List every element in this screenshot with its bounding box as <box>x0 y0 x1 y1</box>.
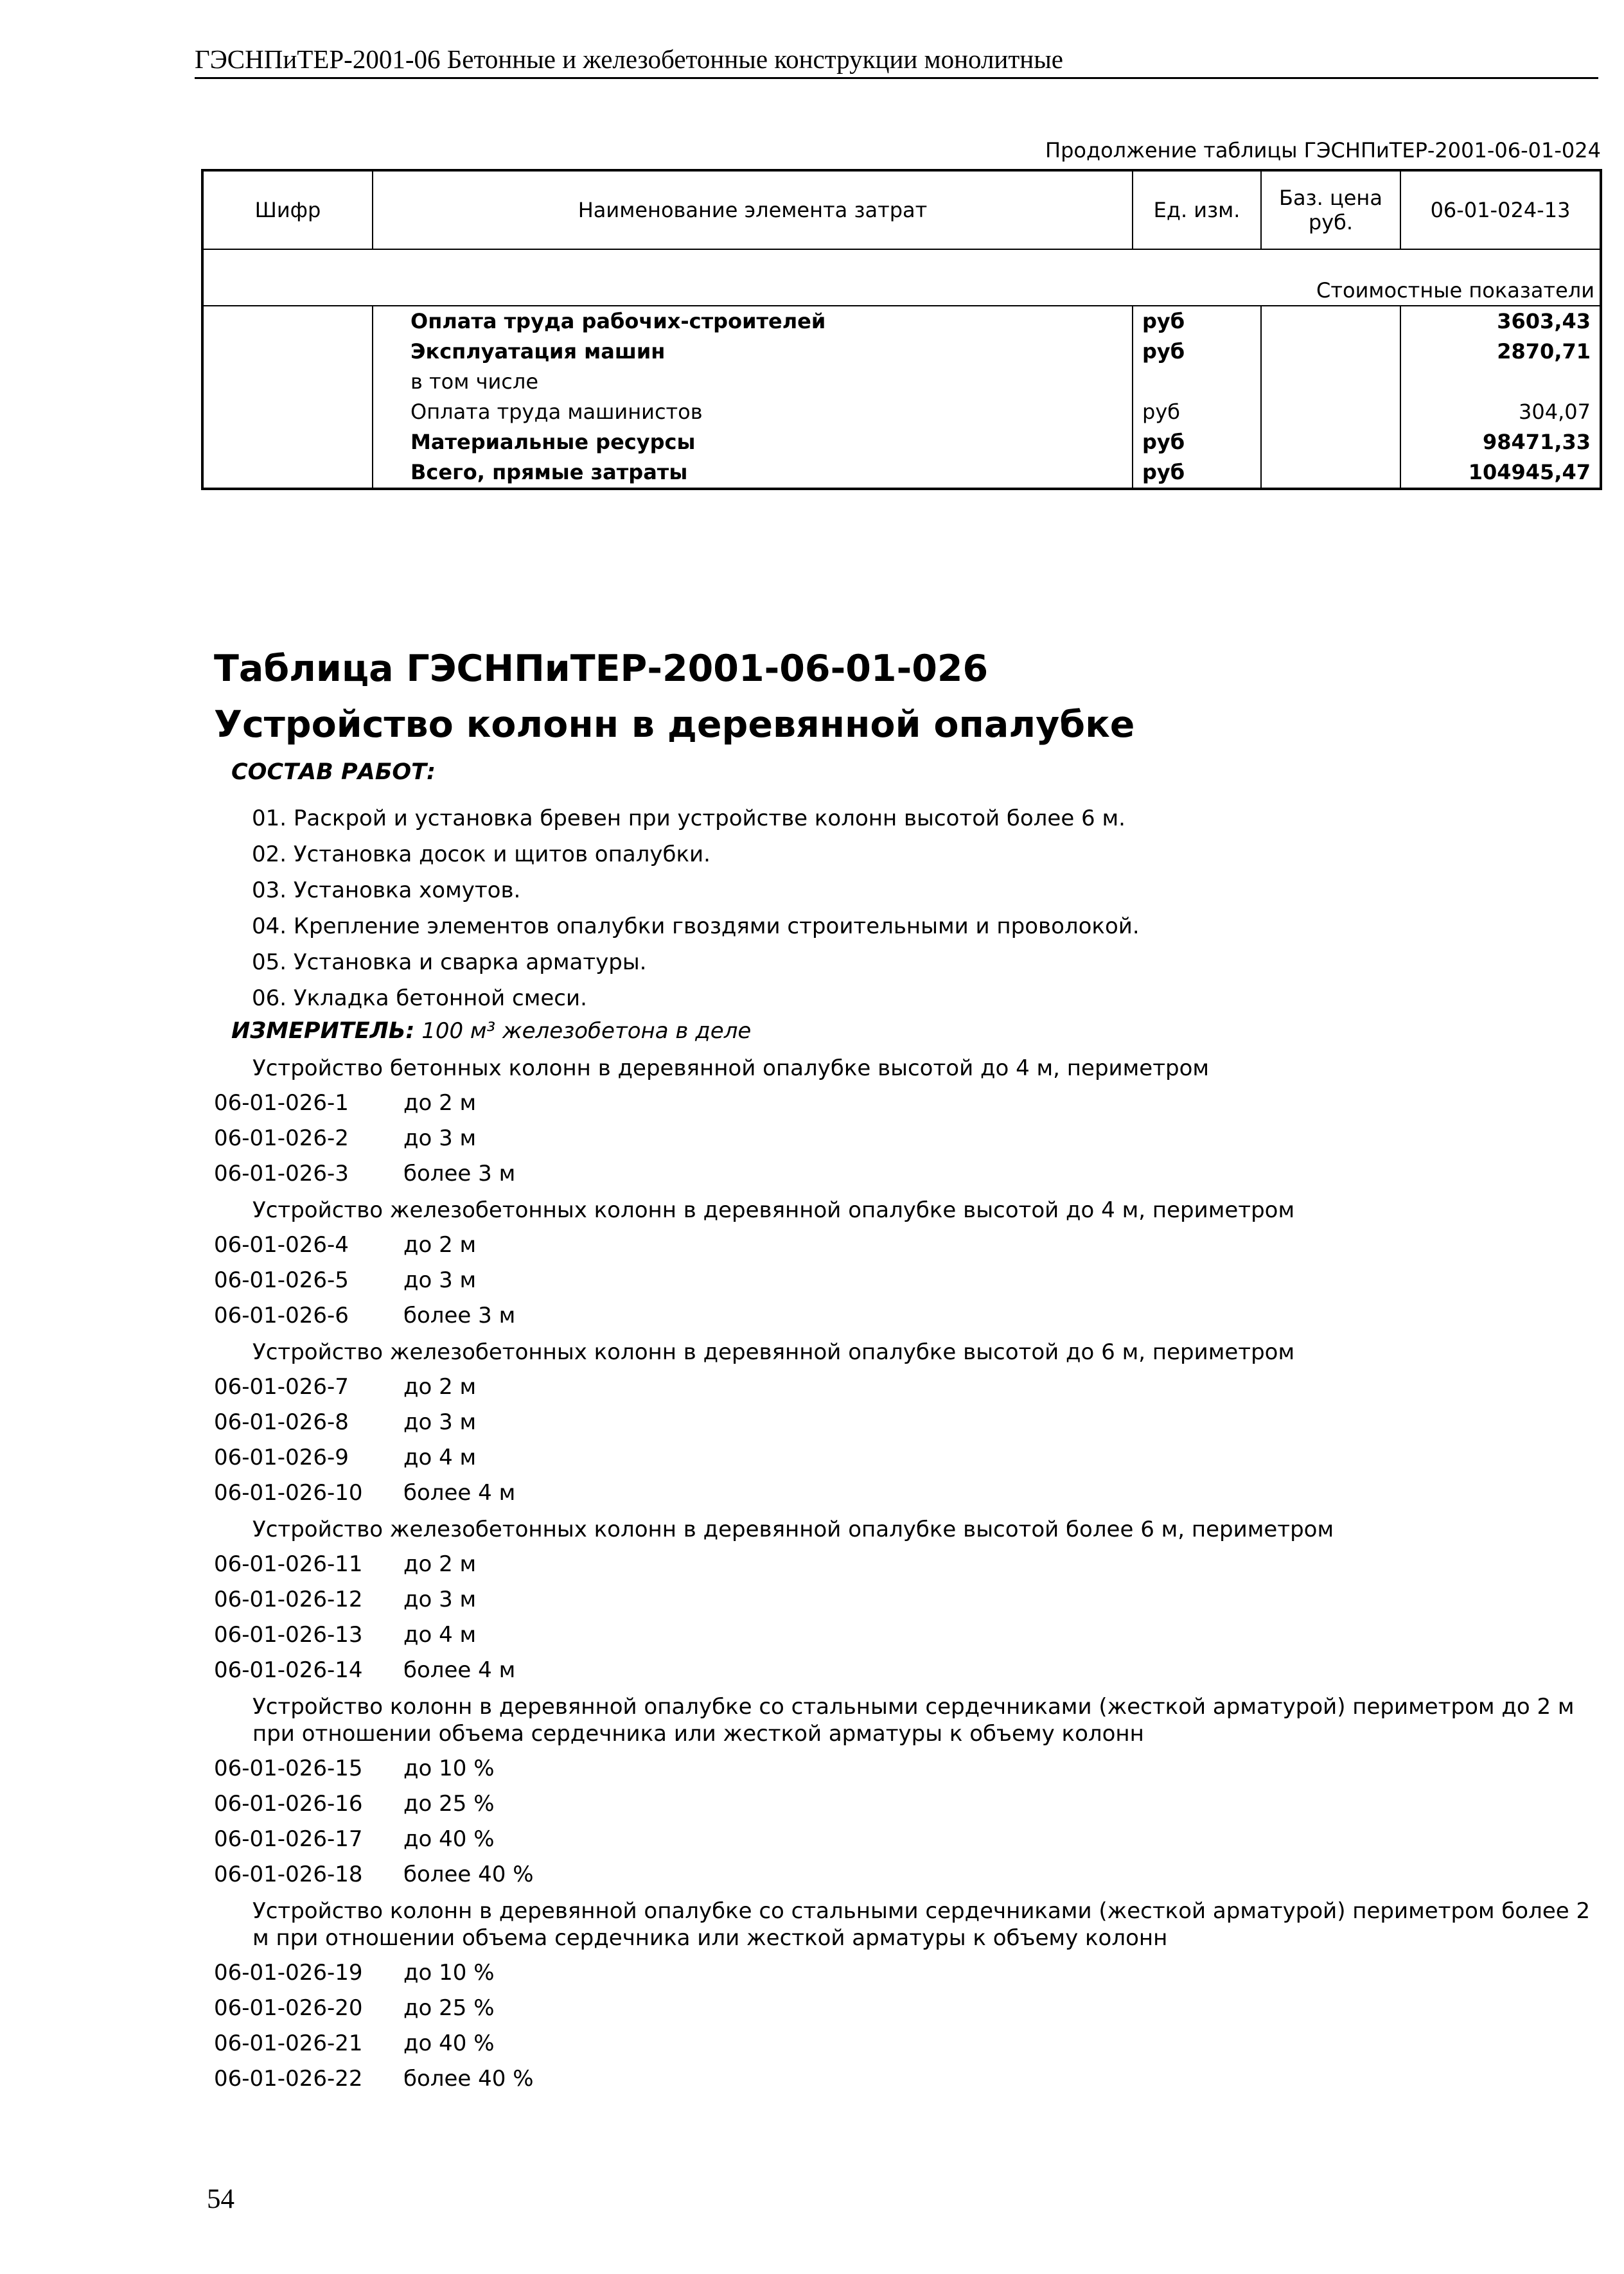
cost-cell-unit <box>1133 367 1261 397</box>
cost-cell-unit: руб <box>1133 337 1261 367</box>
cost-row <box>202 427 1601 457</box>
item-code: 06-01-026-2 <box>214 1125 349 1151</box>
item-code: 06-01-026-21 <box>214 2031 363 2056</box>
col-header-base-price: Баз. цена руб. <box>1261 170 1400 249</box>
item-text: до 3 м <box>403 1125 477 1151</box>
cost-table-header <box>202 170 1601 249</box>
cost-cell-base-price <box>1261 457 1400 489</box>
item-text: более 40 % <box>403 1862 534 1887</box>
item-group-description: Устройство железобетонных колонн в деревянной опалубке высотой более 6 м, периметром <box>252 1517 1334 1542</box>
item-code: 06-01-026-11 <box>214 1551 363 1577</box>
cost-cell-base-price <box>1261 427 1400 457</box>
cost-cell-code <box>202 427 373 457</box>
cost-cell-value: 2870,71 <box>1400 337 1601 367</box>
continuation-caption: Продолжение таблицы ГЭСНПиТЕР-2001-06-01-024 <box>1045 138 1601 163</box>
cost-row <box>202 306 1601 337</box>
list-item <box>214 1617 1602 1653</box>
work-item: 06. Укладка бетонной смеси. <box>252 985 587 1011</box>
item-code: 06-01-026-3 <box>214 1161 349 1186</box>
item-text: до 25 % <box>403 1995 495 2021</box>
item-group-description: Устройство бетонных колонн в деревянной опалубке высотой до 4 м, периметром <box>252 1055 1210 1081</box>
item-text: более 4 м <box>403 1480 516 1506</box>
item-text: до 2 м <box>403 1551 477 1577</box>
list-item <box>214 1857 1602 1892</box>
cost-cell-base-price <box>1261 367 1400 397</box>
item-group <box>214 1688 1602 1892</box>
item-code: 06-01-026-9 <box>214 1445 349 1470</box>
table-subtitle: Устройство колонн в деревянной опалубке <box>214 703 1135 746</box>
item-code: 06-01-026-22 <box>214 2066 363 2092</box>
item-group-description: Устройство железобетонных колонн в деревянной опалубке высотой до 6 м, периметром <box>252 1339 1295 1365</box>
col-header-item-code: 06-01-024-13 <box>1400 170 1601 249</box>
cost-cell-base-price <box>1261 397 1400 427</box>
item-text: до 3 м <box>403 1267 477 1293</box>
item-text: до 3 м <box>403 1587 477 1612</box>
works-list <box>252 800 1140 1016</box>
list-item <box>214 1582 1602 1617</box>
item-text: до 10 % <box>403 1756 495 1781</box>
item-group <box>214 1892 1602 2097</box>
item-text: до 3 м <box>403 1409 477 1435</box>
item-text: до 2 м <box>403 1090 477 1116</box>
list-item <box>214 1991 1602 2026</box>
item-code: 06-01-026-16 <box>214 1791 363 1817</box>
cost-cell-unit: руб <box>1133 427 1261 457</box>
item-code: 06-01-026-20 <box>214 1995 363 2021</box>
cost-cell-base-price <box>1261 306 1400 337</box>
cost-cell-value: 3603,43 <box>1400 306 1601 337</box>
list-item <box>214 1263 1602 1298</box>
list-item <box>214 1086 1602 1121</box>
measurer-value: 100 м³ железобетона в деле <box>421 1018 752 1044</box>
item-group <box>214 1511 1602 1688</box>
cost-cell-code <box>202 337 373 367</box>
list-item <box>214 1121 1602 1156</box>
item-text: до 4 м <box>403 1445 477 1470</box>
item-code: 06-01-026-13 <box>214 1622 363 1648</box>
item-text: до 40 % <box>403 1826 495 1852</box>
item-text: более 4 м <box>403 1657 516 1683</box>
cost-row <box>202 337 1601 367</box>
item-code: 06-01-026-19 <box>214 1960 363 1986</box>
cost-group-row <box>202 249 1601 306</box>
item-group-description: Устройство колонн в деревянной опалубке со стальными сердечниками (жесткой арматурой) периметром до 2 м при отношении объема сердечника или жесткой арматуры к объему колонн <box>252 1694 1575 1747</box>
work-item: 02. Установка досок и щитов опалубки. <box>252 842 710 867</box>
measurer <box>231 1015 751 1047</box>
cost-cell-name: Материальные ресурсы <box>373 427 1133 457</box>
cost-cell-code <box>202 306 373 337</box>
cost-row <box>202 367 1601 397</box>
item-group <box>214 1192 1602 1334</box>
item-code: 06-01-026-7 <box>214 1374 349 1400</box>
work-item: 04. Крепление элементов опалубки гвоздями строительными и проволокой. <box>252 913 1140 939</box>
cost-cell-name: в том числе <box>373 367 1133 397</box>
item-text: до 4 м <box>403 1622 477 1648</box>
cost-cell-code <box>202 457 373 489</box>
table-title: Таблица ГЭСНПиТЕР-2001-06-01-026 <box>214 648 989 690</box>
cost-cell-code <box>202 367 373 397</box>
item-code: 06-01-026-4 <box>214 1232 349 1258</box>
item-text: до 40 % <box>403 2031 495 2056</box>
item-text: до 25 % <box>403 1791 495 1817</box>
item-code: 06-01-026-15 <box>214 1756 363 1781</box>
page-number: 54 <box>207 2184 234 2214</box>
cost-group-label: Стоимостные показатели <box>202 249 1601 306</box>
work-item: 03. Установка хомутов. <box>252 877 521 903</box>
item-group-description: Устройство колонн в деревянной опалубке со стальными сердечниками (жесткой арматурой) периметром более 2 м при отношении объема сердечника или жесткой арматуры к объему колонн <box>252 1898 1591 1951</box>
cost-row <box>202 397 1601 427</box>
item-text: до 10 % <box>403 1960 495 1986</box>
cost-cell-unit: руб <box>1133 397 1261 427</box>
list-item <box>214 1786 1602 1822</box>
list-item <box>214 1156 1602 1192</box>
item-code: 06-01-026-10 <box>214 1480 363 1506</box>
item-text: более 3 м <box>403 1161 516 1186</box>
work-item: 01. Раскрой и установка бревен при устройстве колонн высотой более 6 м. <box>252 806 1125 831</box>
list-item <box>214 1298 1602 1334</box>
col-header-code: Шифр <box>202 170 373 249</box>
item-code: 06-01-026-18 <box>214 1862 363 1887</box>
list-item <box>214 1653 1602 1688</box>
cost-cell-name: Эксплуатация машин <box>373 337 1133 367</box>
work-item: 05. Установка и сварка арматуры. <box>252 949 647 975</box>
item-groups <box>214 1050 1602 2097</box>
item-text: до 2 м <box>403 1232 477 1258</box>
cost-cell-value <box>1400 367 1601 397</box>
item-code: 06-01-026-1 <box>214 1090 349 1116</box>
list-item <box>214 2061 1602 2097</box>
item-text: более 3 м <box>403 1303 516 1328</box>
list-item <box>214 1405 1602 1440</box>
list-item <box>214 1440 1602 1476</box>
list-item <box>214 1547 1602 1582</box>
item-code: 06-01-026-5 <box>214 1267 349 1293</box>
item-code: 06-01-026-12 <box>214 1587 363 1612</box>
item-text: до 2 м <box>403 1374 477 1400</box>
col-header-unit: Ед. изм. <box>1133 170 1261 249</box>
cost-cell-base-price <box>1261 337 1400 367</box>
cost-cell-value: 98471,33 <box>1400 427 1601 457</box>
item-group <box>214 1050 1602 1192</box>
cost-row <box>202 457 1601 489</box>
list-item <box>214 1228 1602 1263</box>
item-code: 06-01-026-14 <box>214 1657 363 1683</box>
item-code: 06-01-026-17 <box>214 1826 363 1852</box>
list-item <box>214 1370 1602 1405</box>
list-item <box>214 2026 1602 2061</box>
cost-cell-name: Оплата труда рабочих-строителей <box>373 306 1133 337</box>
item-group-description: Устройство железобетонных колонн в деревянной опалубке высотой до 4 м, периметром <box>252 1197 1295 1223</box>
list-item <box>214 1822 1602 1857</box>
cost-cell-code <box>202 397 373 427</box>
works-label: СОСТАВ РАБОТ: <box>231 759 436 785</box>
item-text: более 40 % <box>403 2066 534 2092</box>
item-code: 06-01-026-8 <box>214 1409 349 1435</box>
cost-cell-value: 304,07 <box>1400 397 1601 427</box>
measurer-label: ИЗМЕРИТЕЛЬ: <box>231 1018 415 1044</box>
list-item <box>214 1476 1602 1511</box>
list-item <box>214 1751 1602 1786</box>
list-item <box>214 1955 1602 1991</box>
col-header-name: Наименование элемента затрат <box>373 170 1133 249</box>
running-header: ГЭСНПиТЕР-2001-06 Бетонные и железобетонные конструкции монолитные <box>195 42 1598 79</box>
cost-cell-unit: руб <box>1133 457 1261 489</box>
cost-cell-value: 104945,47 <box>1400 457 1601 489</box>
item-code: 06-01-026-6 <box>214 1303 349 1328</box>
item-group <box>214 1334 1602 1511</box>
cost-table <box>201 169 1602 490</box>
cost-cell-unit: руб <box>1133 306 1261 337</box>
cost-cell-name: Всего, прямые затраты <box>373 457 1133 489</box>
cost-cell-name: Оплата труда машинистов <box>373 397 1133 427</box>
